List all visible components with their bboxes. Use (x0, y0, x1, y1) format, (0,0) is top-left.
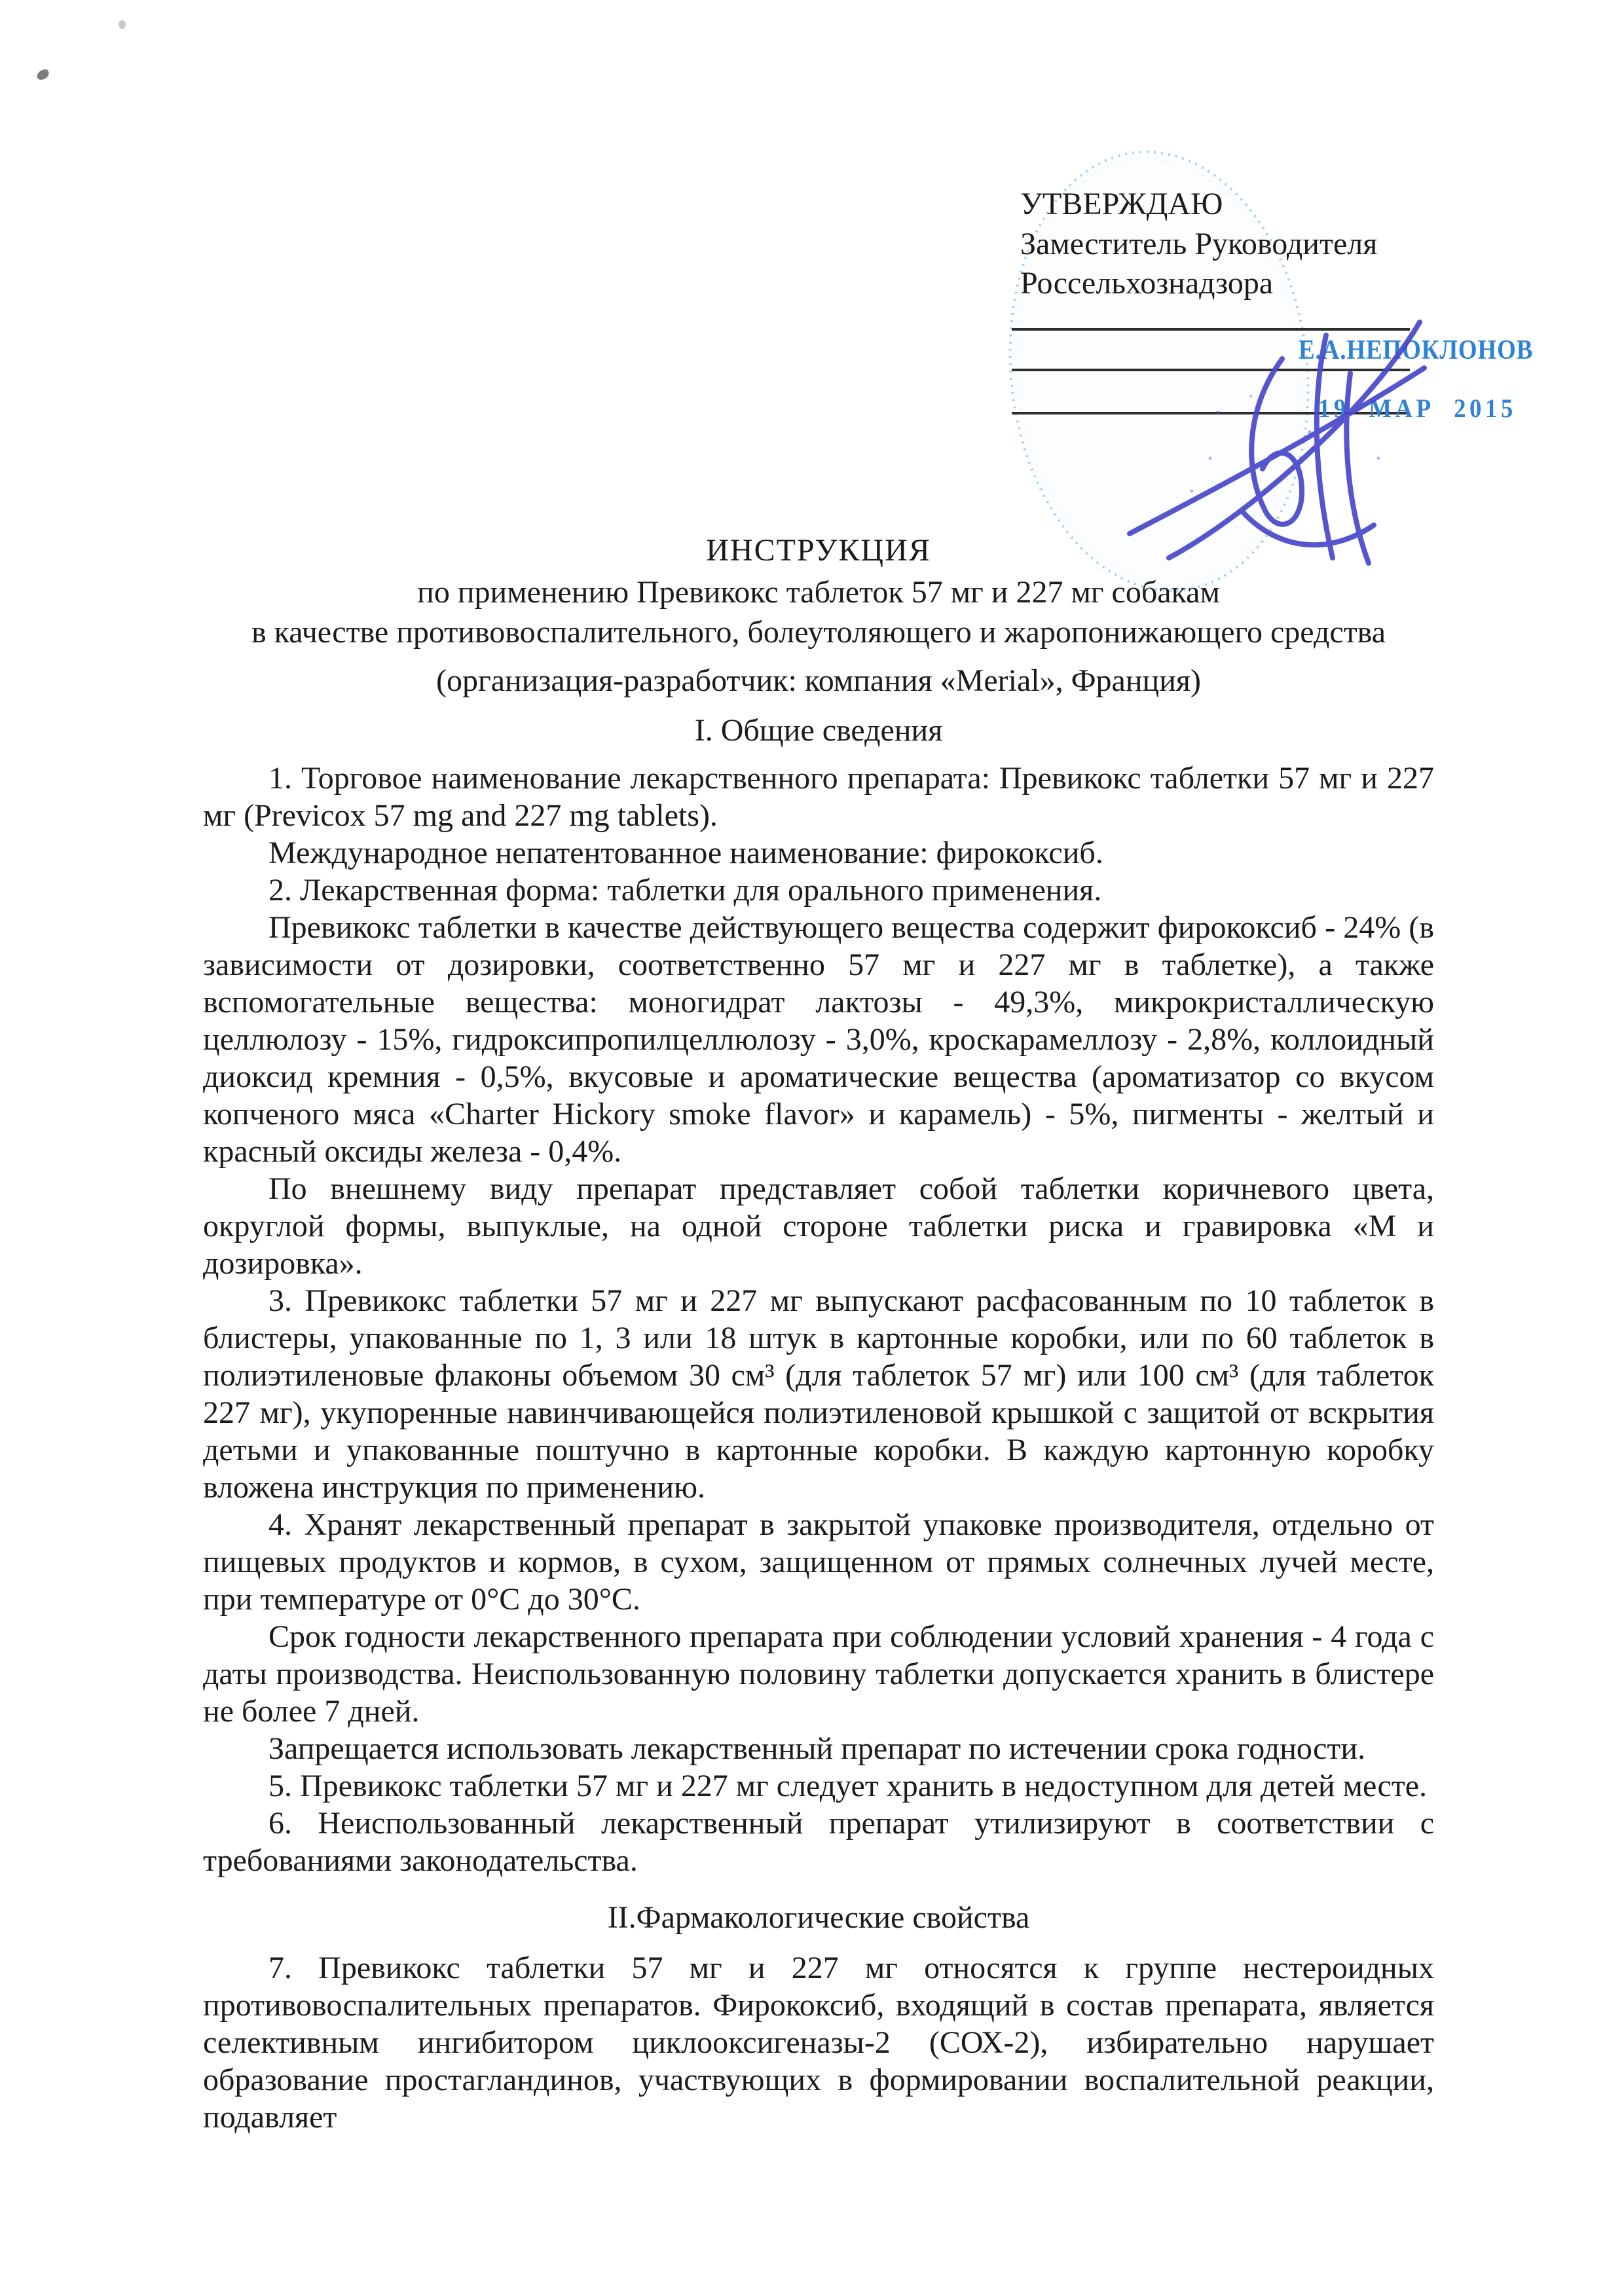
paragraph: 4. Хранят лекарственный препарат в закрытой упаковке производителя, отдельно от пищевых продуктов и кормов, в сухом, защищенном от прямых солнечных лучей месте, при температуре от 0°С до 30°С. (203, 1507, 1434, 1617)
scan-artifact-blob (35, 68, 50, 81)
paragraph: 2. Лекарственная форма: таблетки для орального применения. (268, 873, 1102, 908)
paragraph: 7. Превикокс таблетки 57 мг и 227 мг относятся к группе нестероидных противовоспалительных препаратов. Фирококсиб, входящий в состав препарата, является селективным ингибитором циклооксигеназы-2 (СОХ-2), избирательно нарушает образование простагландинов, участвующих в формировании воспалительной реакции, подавляет (203, 1951, 1434, 2135)
paragraph: 6. Неиспользованный лекарственный препарат утилизируют в соответствии с требованиями законодательства. (203, 1806, 1434, 1878)
paragraph: 1. Торговое наименование лекарственного препарата: Превикокс таблетки 57 мг и 227 мг (Previcox 57 mg and 227 mg tablets). (203, 761, 1434, 833)
developer-line: (организация-разработчик: компания «Merial», Франция) (436, 663, 1201, 698)
doc-subtitle-line2: в качестве противовоспалительного, болеутоляющего и жаропонижающего средства (251, 615, 1386, 650)
paragraph: 3. Превикокс таблетки 57 мг и 227 мг выпускают расфасованным по 10 таблеток в блистеры, упакованные по 1, 3 или 18 штук в картонные коробки, или по 60 таблеток в полиэтиленовые флаконы объемом 30 см³ (для таблеток 57 мг) или 100 см³ (для таблеток 227 мг), укупоренные навинчивающейся полиэтиленовой крышкой с защитой от вскрытия детьми и упакованные поштучно в картонные коробки. В каждую картонную коробку вложена инструкция по применению. (203, 1283, 1434, 1505)
signature (1113, 295, 1441, 576)
stamp-date: 19 МАР 2015 (1318, 394, 1517, 423)
section-2-heading: II.Фармакологические свойства (607, 1900, 1030, 1935)
paragraph: Международное непатентованное наименование: фирококсиб. (268, 835, 1103, 870)
paragraph: Превикокс таблетки в качестве действующего вещества содержит фирококсиб - 24% (в зависимости от дозировки, соответственно 57 мг и 227 мг в таблетке), а также вспомогательные вещества: моногидрат лактозы - 49,3%, микрокристаллическую целлюлозу - 15%, гидроксипропилцеллюлозу - 3,0%, кроскарамеллозу - 2,8%, коллоидный диоксид кремния - 0,5%, вкусовые и ароматические вещества (ароматизатор со вкусом копченого мяса «Charter Hickory smoke flavor» и карамель) - 5%, пигменты - желтый и красный оксиды железа - 0,4%. (203, 910, 1434, 1169)
paragraph: Запрещается использовать лекарственный препарат по истечении срока годности. (268, 1731, 1366, 1766)
paragraph: Срок годности лекарственного препарата при соблюдении условий хранения - 4 года с даты производства. Неиспользованную половину таблетки допускается хранить в блистере не более 7 дней. (203, 1619, 1434, 1729)
doc-title: ИНСТРУКЦИЯ (706, 533, 931, 568)
paragraph: По внешнему виду препарат представляет собой таблетки коричневого цвета, округлой формы, выпуклые, на одной стороне таблетки риска и гравировка «М и дозировка». (203, 1171, 1434, 1281)
approve-label: УТВЕРЖДАЮ (1020, 187, 1223, 221)
document-body (203, 760, 1434, 2136)
paragraph: 5. Превикокс таблетки 57 мг и 227 мг следует хранить в недоступном для детей месте. (268, 1769, 1428, 1803)
doc-subtitle-line1: по применению Превикокс таблеток 57 мг и 227 мг собакам (417, 575, 1220, 610)
section-1-heading: I. Общие сведения (694, 713, 943, 748)
scan-artifact-dot (119, 20, 126, 29)
stamp-name: Е.А.НЕПОКЛОНОВ (1299, 335, 1534, 365)
approver-org: Россельхознадзора (1020, 266, 1274, 301)
approver-title: Заместитель Руководителя (1020, 227, 1378, 261)
